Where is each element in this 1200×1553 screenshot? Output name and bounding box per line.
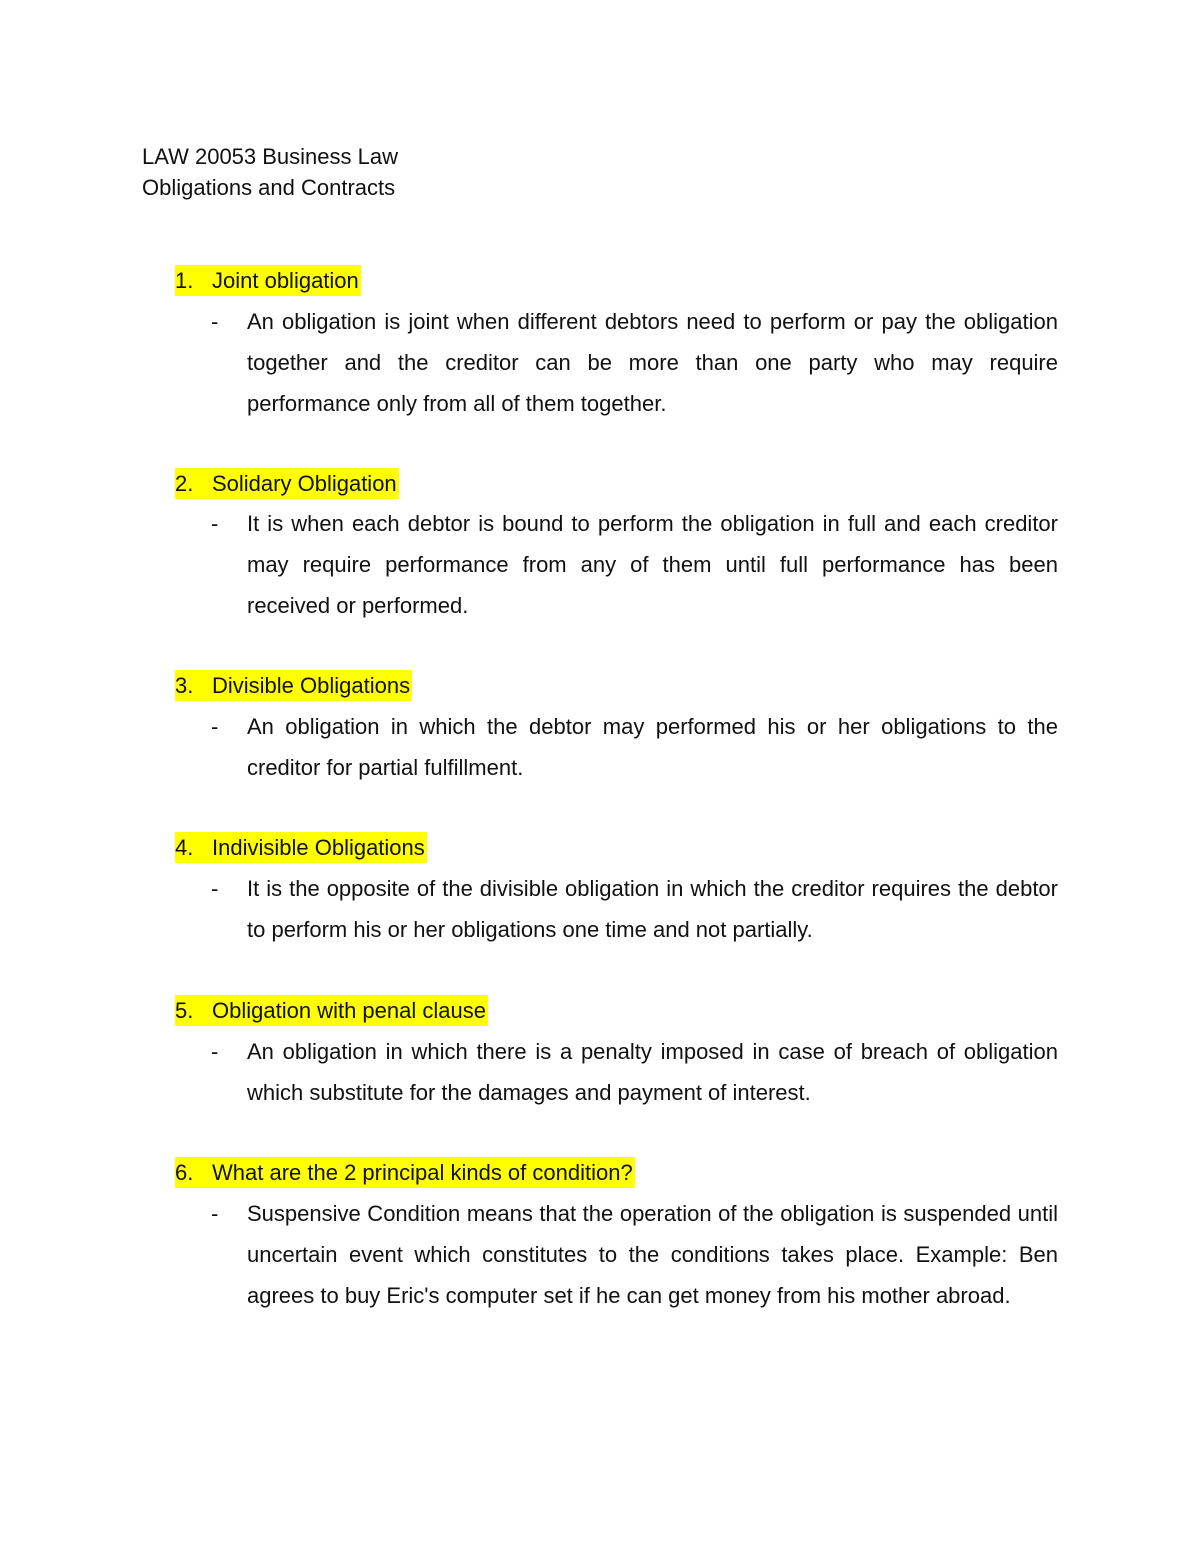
section-heading <box>175 1157 635 1188</box>
definition-text: Suspensive Condition means that the operation of the obligation is suspended until uncertain event which constitutes to the conditions takes place. Example: Ben agrees to buy Eric's computer set if he can get money from his mother abroad. <box>247 1201 1058 1308</box>
section-title: Obligation with penal clause <box>212 998 486 1023</box>
dash-bullet: - <box>211 511 219 536</box>
dash-bullet: - <box>211 876 219 901</box>
definition-text: An obligation is joint when different debtors need to perform or pay the obligation together and the creditor can be more than one party who may require performance only from all of them together. <box>247 309 1058 416</box>
section-title: Indivisible Obligations <box>212 835 425 860</box>
section-number: 5. <box>175 998 194 1023</box>
dash-bullet: - <box>211 1039 219 1064</box>
section-heading <box>175 468 399 499</box>
section-title: Solidary Obligation <box>212 471 397 496</box>
section-heading <box>175 670 412 701</box>
definition-text: It is the opposite of the divisible obligation in which the creditor requires the debtor to perform his or her obligations one time and not partially. <box>247 876 1058 942</box>
section-title: Divisible Obligations <box>212 673 411 698</box>
dash-bullet: - <box>211 714 219 739</box>
section-number: 4. <box>175 835 194 860</box>
dash-bullet: - <box>211 309 219 334</box>
section-heading <box>175 832 427 863</box>
topic-title: Obligations and Contracts <box>142 175 396 200</box>
section-number: 6. <box>175 1160 194 1185</box>
section-title: Joint obligation <box>212 268 359 293</box>
definition-text: An obligation in which there is a penalty imposed in case of breach of obligation which substitute for the damages and payment of interest. <box>247 1039 1058 1105</box>
section-heading <box>175 995 488 1026</box>
definition-text: An obligation in which the debtor may performed his or her obligations to the creditor for partial fulfillment. <box>247 714 1058 780</box>
section-heading <box>175 265 361 296</box>
course-title: LAW 20053 Business Law <box>142 144 398 169</box>
section-number: 2. <box>175 471 194 496</box>
document-header <box>142 141 398 203</box>
section-number: 3. <box>175 673 194 698</box>
section-title: What are the 2 principal kinds of condition? <box>212 1160 633 1185</box>
section-number: 1. <box>175 268 194 293</box>
definition-text: It is when each debtor is bound to perform the obligation in full and each creditor may require performance from any of them until full performance has been received or performed. <box>247 511 1058 618</box>
dash-bullet: - <box>211 1201 219 1226</box>
